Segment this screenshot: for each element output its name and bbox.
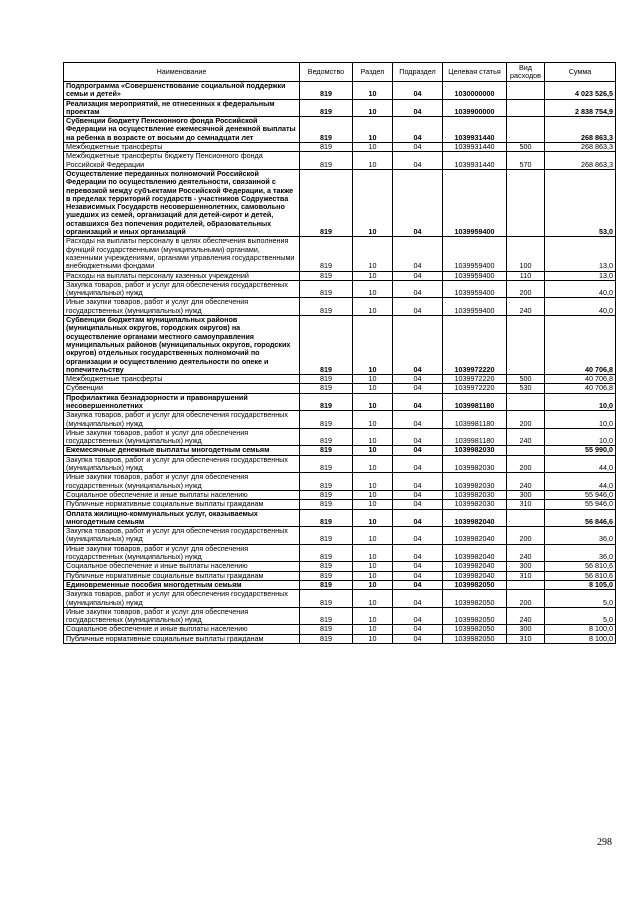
cell-name: Субвенции бюджетам муниципальных районов (муниципальных округов, городских округов) на осуществление органами местного самоуправления муниципальных районов (муниципальных округов, городских округов) отдельных государственных полномочий по организации и осуществлению деятельности по опеке и попечительству bbox=[64, 316, 300, 375]
cell-subsection: 04 bbox=[393, 455, 443, 473]
cell-name: Публичные нормативные социальные выплаты гражданам bbox=[64, 571, 300, 580]
cell-dept: 819 bbox=[300, 527, 353, 545]
table-row bbox=[64, 411, 616, 429]
cell-article: 1039972220 bbox=[443, 316, 507, 375]
cell-name: Иные закупки товаров, работ и услуг для обеспечения государственных (муниципальных) нужд bbox=[64, 473, 300, 491]
cell-section: 10 bbox=[353, 509, 393, 527]
cell-subsection: 04 bbox=[393, 500, 443, 509]
cell-exptype: 310 bbox=[507, 571, 545, 580]
cell-dept: 819 bbox=[300, 143, 353, 152]
cell-section: 10 bbox=[353, 580, 393, 589]
cell-exptype: 310 bbox=[507, 634, 545, 643]
cell-article: 1039959400 bbox=[443, 169, 507, 236]
cell-dept: 819 bbox=[300, 411, 353, 429]
header-exptype: Вид расходов bbox=[507, 63, 545, 82]
cell-name: Единовременные пособия многодетным семьям bbox=[64, 580, 300, 589]
cell-dept: 819 bbox=[300, 500, 353, 509]
cell-exptype: 500 bbox=[507, 375, 545, 384]
cell-dept: 819 bbox=[300, 590, 353, 608]
cell-article: 1039982050 bbox=[443, 580, 507, 589]
cell-subsection: 04 bbox=[393, 82, 443, 100]
cell-sum: 10,0 bbox=[545, 428, 616, 446]
table-row bbox=[64, 509, 616, 527]
cell-exptype bbox=[507, 580, 545, 589]
cell-subsection: 04 bbox=[393, 490, 443, 499]
cell-section: 10 bbox=[353, 169, 393, 236]
cell-name: Закупка товаров, работ и услуг для обеспечения государственных (муниципальных) нужд bbox=[64, 590, 300, 608]
cell-dept: 819 bbox=[300, 99, 353, 117]
cell-name: Профилактика безнадзорности и правонарушений несовершеннолетних bbox=[64, 393, 300, 411]
table-row bbox=[64, 500, 616, 509]
cell-subsection: 04 bbox=[393, 411, 443, 429]
cell-exptype: 570 bbox=[507, 152, 545, 170]
cell-sum: 13,0 bbox=[545, 237, 616, 271]
cell-dept: 819 bbox=[300, 82, 353, 100]
table-body bbox=[64, 82, 616, 644]
cell-dept: 819 bbox=[300, 607, 353, 625]
cell-sum: 10,0 bbox=[545, 393, 616, 411]
header-subsection: Подраздел bbox=[393, 63, 443, 82]
cell-section: 10 bbox=[353, 375, 393, 384]
table-row bbox=[64, 571, 616, 580]
cell-article: 1039972220 bbox=[443, 375, 507, 384]
cell-exptype: 300 bbox=[507, 562, 545, 571]
cell-article: 1039959400 bbox=[443, 298, 507, 316]
cell-exptype: 200 bbox=[507, 280, 545, 298]
cell-section: 10 bbox=[353, 271, 393, 280]
cell-section: 10 bbox=[353, 562, 393, 571]
cell-subsection: 04 bbox=[393, 625, 443, 634]
cell-name: Публичные нормативные социальные выплаты гражданам bbox=[64, 634, 300, 643]
cell-section: 10 bbox=[353, 411, 393, 429]
table-row bbox=[64, 562, 616, 571]
cell-section: 10 bbox=[353, 571, 393, 580]
cell-article: 1039959400 bbox=[443, 280, 507, 298]
cell-article: 1039982030 bbox=[443, 455, 507, 473]
cell-name: Иные закупки товаров, работ и услуг для обеспечения государственных (муниципальных) нужд bbox=[64, 298, 300, 316]
cell-sum: 8 100,0 bbox=[545, 625, 616, 634]
table-row bbox=[64, 169, 616, 236]
cell-subsection: 04 bbox=[393, 169, 443, 236]
cell-article: 1039959400 bbox=[443, 271, 507, 280]
cell-sum: 55 990,0 bbox=[545, 446, 616, 455]
cell-sum: 8 105,0 bbox=[545, 580, 616, 589]
cell-exptype: 300 bbox=[507, 490, 545, 499]
cell-section: 10 bbox=[353, 393, 393, 411]
cell-sum: 2 838 754,9 bbox=[545, 99, 616, 117]
cell-subsection: 04 bbox=[393, 473, 443, 491]
cell-section: 10 bbox=[353, 316, 393, 375]
cell-dept: 819 bbox=[300, 544, 353, 562]
header-article: Целевая статья bbox=[443, 63, 507, 82]
cell-name: Иные закупки товаров, работ и услуг для обеспечения государственных (муниципальных) нужд bbox=[64, 607, 300, 625]
cell-exptype: 240 bbox=[507, 298, 545, 316]
cell-dept: 819 bbox=[300, 271, 353, 280]
cell-sum: 53,0 bbox=[545, 169, 616, 236]
cell-dept: 819 bbox=[300, 169, 353, 236]
cell-section: 10 bbox=[353, 625, 393, 634]
table-header bbox=[64, 63, 616, 82]
header-sum: Сумма bbox=[545, 63, 616, 82]
cell-article: 1039982050 bbox=[443, 625, 507, 634]
table-row bbox=[64, 490, 616, 499]
cell-subsection: 04 bbox=[393, 607, 443, 625]
cell-dept: 819 bbox=[300, 393, 353, 411]
table-row bbox=[64, 316, 616, 375]
header-row bbox=[64, 63, 616, 82]
cell-sum: 36,0 bbox=[545, 527, 616, 545]
cell-sum: 55 946,0 bbox=[545, 490, 616, 499]
table-row bbox=[64, 393, 616, 411]
cell-sum: 44,0 bbox=[545, 455, 616, 473]
cell-article: 1039981180 bbox=[443, 393, 507, 411]
cell-section: 10 bbox=[353, 446, 393, 455]
cell-sum: 56 846,6 bbox=[545, 509, 616, 527]
header-section: Раздел bbox=[353, 63, 393, 82]
cell-article: 1039931440 bbox=[443, 117, 507, 143]
cell-article: 1039972220 bbox=[443, 384, 507, 393]
cell-subsection: 04 bbox=[393, 527, 443, 545]
cell-sum: 40,0 bbox=[545, 280, 616, 298]
table-row bbox=[64, 384, 616, 393]
cell-sum: 5,0 bbox=[545, 607, 616, 625]
cell-subsection: 04 bbox=[393, 562, 443, 571]
cell-name: Расходы на выплаты персоналу в целях обеспечения выполнения функций государственными (муниципальными) органами, казенными учреждениями, органами управления государственными внебюджетными фондами bbox=[64, 237, 300, 271]
cell-dept: 819 bbox=[300, 490, 353, 499]
cell-dept: 819 bbox=[300, 634, 353, 643]
cell-sum: 4 023 526,5 bbox=[545, 82, 616, 100]
cell-section: 10 bbox=[353, 117, 393, 143]
table-row bbox=[64, 280, 616, 298]
cell-section: 10 bbox=[353, 590, 393, 608]
cell-section: 10 bbox=[353, 428, 393, 446]
table-row bbox=[64, 634, 616, 643]
table-row bbox=[64, 580, 616, 589]
cell-sum: 268 863,3 bbox=[545, 143, 616, 152]
cell-exptype bbox=[507, 99, 545, 117]
cell-article: 1039982040 bbox=[443, 544, 507, 562]
cell-section: 10 bbox=[353, 544, 393, 562]
cell-name: Межбюджетные трансферты bbox=[64, 375, 300, 384]
table-row bbox=[64, 82, 616, 100]
cell-exptype: 310 bbox=[507, 500, 545, 509]
cell-dept: 819 bbox=[300, 316, 353, 375]
table-row bbox=[64, 271, 616, 280]
cell-subsection: 04 bbox=[393, 509, 443, 527]
cell-section: 10 bbox=[353, 527, 393, 545]
cell-exptype bbox=[507, 169, 545, 236]
cell-name: Ежемесячные денежные выплаты многодетным семьям bbox=[64, 446, 300, 455]
cell-section: 10 bbox=[353, 237, 393, 271]
table-row bbox=[64, 237, 616, 271]
cell-subsection: 04 bbox=[393, 580, 443, 589]
cell-exptype: 240 bbox=[507, 607, 545, 625]
cell-section: 10 bbox=[353, 152, 393, 170]
table-row bbox=[64, 117, 616, 143]
cell-article: 1030000000 bbox=[443, 82, 507, 100]
cell-exptype: 240 bbox=[507, 428, 545, 446]
cell-sum: 56 810,6 bbox=[545, 562, 616, 571]
table-row bbox=[64, 625, 616, 634]
table-row bbox=[64, 544, 616, 562]
cell-section: 10 bbox=[353, 99, 393, 117]
cell-dept: 819 bbox=[300, 580, 353, 589]
cell-exptype: 300 bbox=[507, 625, 545, 634]
cell-subsection: 04 bbox=[393, 384, 443, 393]
cell-exptype: 200 bbox=[507, 411, 545, 429]
cell-sum: 40,0 bbox=[545, 298, 616, 316]
cell-dept: 819 bbox=[300, 375, 353, 384]
table-row bbox=[64, 298, 616, 316]
cell-name: Закупка товаров, работ и услуг для обеспечения государственных (муниципальных) нужд bbox=[64, 280, 300, 298]
cell-subsection: 04 bbox=[393, 117, 443, 143]
cell-subsection: 04 bbox=[393, 544, 443, 562]
cell-exptype bbox=[507, 393, 545, 411]
table-row bbox=[64, 527, 616, 545]
cell-sum: 13,0 bbox=[545, 271, 616, 280]
cell-article: 1039982050 bbox=[443, 590, 507, 608]
cell-name: Социальное обеспечение и иные выплаты населению bbox=[64, 562, 300, 571]
cell-article: 1039982030 bbox=[443, 500, 507, 509]
cell-dept: 819 bbox=[300, 571, 353, 580]
cell-name: Осуществление переданных полномочий Российской Федерации по осуществлению деятельности, связанной с перевозкой между субъектами Российской Федерации, а также в пределах территорий государств - участников Содружества Независимых Государств несовершеннолетних, самовольно ушедших из семей, организаций для детей-сирот и детей, оставшихся без попечения родителей, образовательных организаций и иных организаций bbox=[64, 169, 300, 236]
cell-exptype bbox=[507, 509, 545, 527]
cell-name: Межбюджетные трансферты bbox=[64, 143, 300, 152]
table-row bbox=[64, 455, 616, 473]
table-row bbox=[64, 99, 616, 117]
cell-name: Реализация мероприятий, не отнесенных к федеральным проектам bbox=[64, 99, 300, 117]
cell-article: 1039982040 bbox=[443, 509, 507, 527]
cell-sum: 8 100,0 bbox=[545, 634, 616, 643]
cell-article: 1039900000 bbox=[443, 99, 507, 117]
table-row bbox=[64, 428, 616, 446]
cell-article: 1039959400 bbox=[443, 237, 507, 271]
cell-dept: 819 bbox=[300, 280, 353, 298]
cell-subsection: 04 bbox=[393, 634, 443, 643]
cell-section: 10 bbox=[353, 490, 393, 499]
cell-sum: 56 810,6 bbox=[545, 571, 616, 580]
cell-subsection: 04 bbox=[393, 237, 443, 271]
cell-section: 10 bbox=[353, 384, 393, 393]
cell-name: Субвенции бюджету Пенсионного фонда Российской Федерации на осуществление ежемесячной денежной выплаты на ребенка в возрасте от восьми до семнадцати лет bbox=[64, 117, 300, 143]
cell-article: 1039981180 bbox=[443, 411, 507, 429]
cell-name: Иные закупки товаров, работ и услуг для обеспечения государственных (муниципальных) нужд bbox=[64, 544, 300, 562]
cell-name: Расходы на выплаты персоналу казенных учреждений bbox=[64, 271, 300, 280]
table-row bbox=[64, 473, 616, 491]
cell-sum: 36,0 bbox=[545, 544, 616, 562]
cell-dept: 819 bbox=[300, 384, 353, 393]
table-row bbox=[64, 375, 616, 384]
table-row bbox=[64, 446, 616, 455]
cell-article: 1039931440 bbox=[443, 143, 507, 152]
cell-article: 1039981180 bbox=[443, 428, 507, 446]
cell-dept: 819 bbox=[300, 298, 353, 316]
cell-exptype: 110 bbox=[507, 271, 545, 280]
cell-name: Публичные нормативные социальные выплаты гражданам bbox=[64, 500, 300, 509]
cell-section: 10 bbox=[353, 143, 393, 152]
cell-subsection: 04 bbox=[393, 393, 443, 411]
cell-name: Оплата жилищно-коммунальных услуг, оказываемых многодетным семьям bbox=[64, 509, 300, 527]
cell-dept: 819 bbox=[300, 428, 353, 446]
cell-article: 1039982030 bbox=[443, 446, 507, 455]
header-name: Наименование bbox=[64, 63, 300, 82]
cell-subsection: 04 bbox=[393, 152, 443, 170]
cell-article: 1039982040 bbox=[443, 562, 507, 571]
cell-exptype: 200 bbox=[507, 527, 545, 545]
cell-section: 10 bbox=[353, 298, 393, 316]
cell-exptype: 530 bbox=[507, 384, 545, 393]
cell-exptype bbox=[507, 82, 545, 100]
budget-table bbox=[63, 62, 616, 644]
table-row bbox=[64, 143, 616, 152]
cell-name: Закупка товаров, работ и услуг для обеспечения государственных (муниципальных) нужд bbox=[64, 527, 300, 545]
cell-subsection: 04 bbox=[393, 571, 443, 580]
cell-subsection: 04 bbox=[393, 316, 443, 375]
cell-section: 10 bbox=[353, 455, 393, 473]
cell-name: Социальное обеспечение и иные выплаты населению bbox=[64, 490, 300, 499]
header-dept: Ведомство bbox=[300, 63, 353, 82]
cell-sum: 44,0 bbox=[545, 473, 616, 491]
cell-sum: 40 706,8 bbox=[545, 316, 616, 375]
cell-sum: 5,0 bbox=[545, 590, 616, 608]
cell-dept: 819 bbox=[300, 446, 353, 455]
cell-name: Закупка товаров, работ и услуг для обеспечения государственных (муниципальных) нужд bbox=[64, 455, 300, 473]
cell-section: 10 bbox=[353, 607, 393, 625]
cell-exptype bbox=[507, 316, 545, 375]
cell-exptype bbox=[507, 446, 545, 455]
page-number: 298 bbox=[597, 837, 612, 848]
table-row bbox=[64, 590, 616, 608]
cell-exptype bbox=[507, 117, 545, 143]
cell-subsection: 04 bbox=[393, 143, 443, 152]
table-row bbox=[64, 152, 616, 170]
cell-section: 10 bbox=[353, 280, 393, 298]
cell-subsection: 04 bbox=[393, 446, 443, 455]
cell-sum: 40 706,8 bbox=[545, 375, 616, 384]
cell-dept: 819 bbox=[300, 117, 353, 143]
cell-subsection: 04 bbox=[393, 99, 443, 117]
cell-sum: 268 863,3 bbox=[545, 117, 616, 143]
cell-exptype: 200 bbox=[507, 590, 545, 608]
cell-section: 10 bbox=[353, 82, 393, 100]
cell-dept: 819 bbox=[300, 152, 353, 170]
cell-sum: 40 706,8 bbox=[545, 384, 616, 393]
cell-exptype: 100 bbox=[507, 237, 545, 271]
cell-article: 1039982030 bbox=[443, 490, 507, 499]
cell-article: 1039982040 bbox=[443, 527, 507, 545]
table-row bbox=[64, 607, 616, 625]
cell-subsection: 04 bbox=[393, 280, 443, 298]
cell-sum: 268 863,3 bbox=[545, 152, 616, 170]
cell-dept: 819 bbox=[300, 625, 353, 634]
cell-sum: 55 946,0 bbox=[545, 500, 616, 509]
cell-subsection: 04 bbox=[393, 590, 443, 608]
cell-exptype: 500 bbox=[507, 143, 545, 152]
cell-subsection: 04 bbox=[393, 375, 443, 384]
cell-name: Иные закупки товаров, работ и услуг для обеспечения государственных (муниципальных) нужд bbox=[64, 428, 300, 446]
cell-section: 10 bbox=[353, 500, 393, 509]
cell-sum: 10,0 bbox=[545, 411, 616, 429]
cell-name: Подпрограмма «Совершенствование социальной поддержки семьи и детей» bbox=[64, 82, 300, 100]
cell-dept: 819 bbox=[300, 509, 353, 527]
cell-name: Закупка товаров, работ и услуг для обеспечения государственных (муниципальных) нужд bbox=[64, 411, 300, 429]
cell-name: Социальное обеспечение и иные выплаты населению bbox=[64, 625, 300, 634]
cell-subsection: 04 bbox=[393, 298, 443, 316]
cell-article: 1039931440 bbox=[443, 152, 507, 170]
cell-section: 10 bbox=[353, 473, 393, 491]
cell-dept: 819 bbox=[300, 562, 353, 571]
cell-subsection: 04 bbox=[393, 271, 443, 280]
cell-section: 10 bbox=[353, 634, 393, 643]
cell-article: 1039982050 bbox=[443, 607, 507, 625]
cell-article: 1039982030 bbox=[443, 473, 507, 491]
cell-exptype: 240 bbox=[507, 544, 545, 562]
cell-article: 1039982040 bbox=[443, 571, 507, 580]
cell-name: Межбюджетные трансферты бюджету Пенсионного фонда Российской Федерации bbox=[64, 152, 300, 170]
cell-dept: 819 bbox=[300, 473, 353, 491]
cell-dept: 819 bbox=[300, 455, 353, 473]
cell-exptype: 240 bbox=[507, 473, 545, 491]
cell-dept: 819 bbox=[300, 237, 353, 271]
cell-exptype: 200 bbox=[507, 455, 545, 473]
cell-article: 1039982050 bbox=[443, 634, 507, 643]
cell-subsection: 04 bbox=[393, 428, 443, 446]
cell-name: Субвенции bbox=[64, 384, 300, 393]
